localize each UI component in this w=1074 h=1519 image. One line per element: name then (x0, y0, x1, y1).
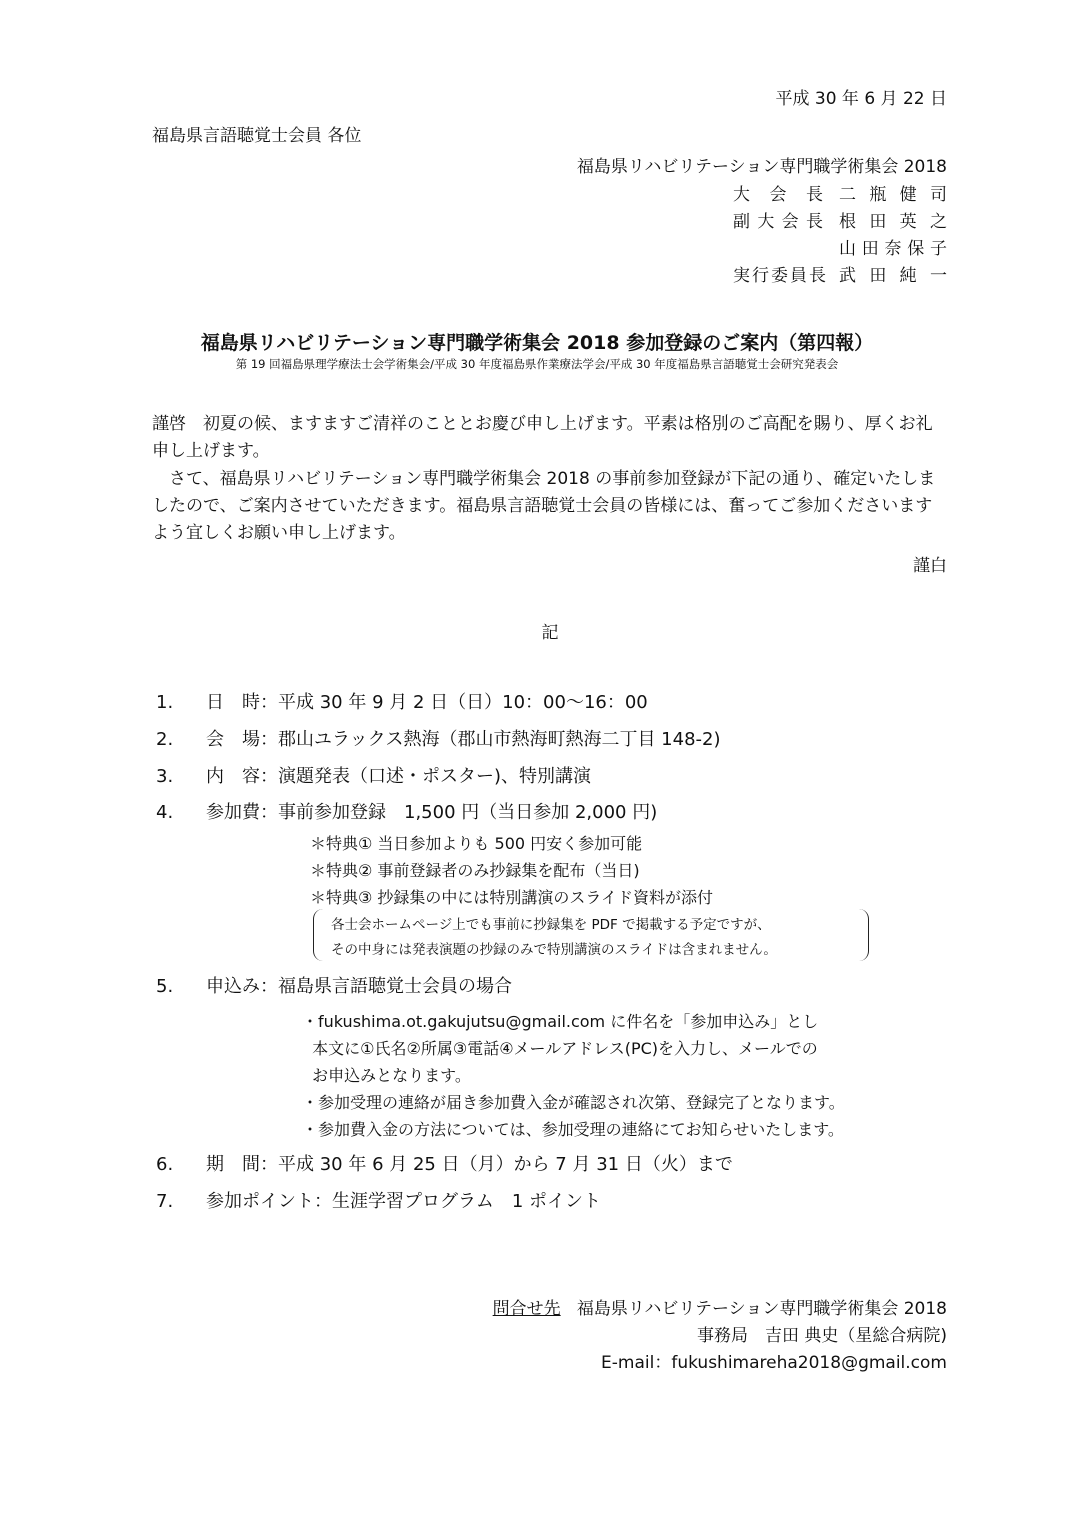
sender-name: 武田純一 (839, 266, 947, 286)
sender-role: 副大会長 (733, 212, 825, 232)
greeting-paragraph-1: 謹啓 初夏の候、ますますご清祥のこととお慶び申し上げます。平素は格別のご高配を賜り、厚くお礼申し上げます。 (152, 414, 933, 461)
application-line: 本文に①氏名②所属③電話④メールアドレス(PC)を入力し、メールでの (302, 1039, 818, 1058)
ki-heading: 記 (541, 623, 559, 643)
sender-role: 大会長 (733, 185, 825, 205)
document-date: 平成 30 年 6 月 22 日 (775, 89, 947, 109)
list-item (156, 725, 721, 751)
right-paren (858, 909, 869, 961)
greeting-paragraph-2: さて、福島県リハビリテーション専門職学術集会 2018 の事前参加登録が下記の通り、確定いたしましたので、ご案内させていただきます。福島県言語聴覚士会員の皆様には、奮ってご参加くださいますよう宜しくお願い申し上げます。 (152, 469, 936, 543)
sender-role: 実行委員長 (733, 266, 828, 286)
application-line: ・参加費入金の方法については、参加受理の連絡にてお知らせいたします。 (302, 1120, 844, 1139)
greeting-closing: 謹白 (913, 556, 947, 576)
item-number: 5. (156, 976, 174, 997)
sender-name: 山田奈保子 (839, 239, 947, 259)
sender-row-vice-president-2 (733, 234, 947, 259)
list-item (156, 688, 648, 714)
contact-org-line (493, 1294, 947, 1319)
benefit-item: ＊特典① 当日参加よりも 500 円安く参加可能 (310, 834, 643, 853)
item-number: 2. (156, 729, 174, 750)
item-number: 4. (156, 802, 174, 823)
item-text: 内 容：演題発表（口述・ポスター)、特別講演 (206, 766, 592, 787)
benefit-note-line: 各士会ホームページ上でも事前に抄録集を PDF で掲載する予定ですが、 (331, 917, 771, 933)
item-number: 7. (156, 1191, 174, 1212)
application-line: ・fukushima.ot.gakujutsu@gmail.com に件名を「参加申込み」とし (302, 1012, 819, 1031)
recipient: 福島県言語聴覚士会員 各位 (152, 126, 362, 146)
contact-label: 問合せ先 (492, 1299, 561, 1319)
item-text: 申込み：福島県言語聴覚士会員の場合 (206, 976, 512, 997)
contact-email: E-mail：fukushimareha2018@gmail.com (601, 1353, 947, 1373)
item-text: 参加ポイント：生涯学習プログラム 1 ポイント (206, 1191, 601, 1212)
item-number: 1. (156, 692, 174, 713)
benefit-note-line: その中身には発表演題の抄録のみで特別講演のスライドは含まれません。 (331, 942, 777, 958)
contact-org: 福島県リハビリテーション専門職学術集会 2018 (576, 1299, 947, 1319)
list-item (156, 762, 591, 788)
sender-name: 根田英之 (839, 212, 947, 232)
sender-org: 福島県リハビリテーション専門職学術集会 2018 (576, 157, 947, 177)
left-paren (313, 909, 324, 961)
item-text: 期 間：平成 30 年 6 月 25 日（月）から 7 月 31 日（火）まで (206, 1154, 733, 1175)
item-text: 会 場：郡山ユラックス熱海（郡山市熱海町熱海二丁目 148-2) (206, 729, 721, 750)
item-number: 6. (156, 1154, 174, 1175)
list-item (156, 1187, 601, 1213)
sender-row-president (733, 180, 947, 205)
sender-name: 二瓶健司 (839, 185, 947, 205)
application-line: お申込みとなります。 (302, 1066, 471, 1085)
document-title: 福島県リハビリテーション専門職学術集会 2018 参加登録のご案内（第四報） (200, 332, 874, 354)
item-text: 参加費：事前参加登録 1,500 円（当日参加 2,000 円) (206, 802, 658, 823)
list-item (156, 1150, 733, 1176)
benefit-item: ＊特典③ 抄録集の中には特別講演のスライド資料が添付 (310, 888, 713, 907)
list-item (156, 972, 512, 998)
benefit-item: ＊特典② 事前登録者のみ抄録集を配布（当日) (310, 861, 640, 880)
benefit-note-box (313, 909, 869, 961)
item-text: 日 時：平成 30 年 9 月 2 日（日）10：00〜16：00 (206, 692, 648, 713)
item-number: 3. (156, 766, 174, 787)
sender-row-vice-president (733, 207, 947, 232)
application-line: ・参加受理の連絡が届き参加費入金が確認され次第、登録完了となります。 (302, 1093, 845, 1112)
document-subtitle: 第 19 回福島県理学療法士会学術集会/平成 30 年度福島県作業療法学会/平成 30 年度福島県言語聴覚士会研究発表会 (235, 357, 839, 371)
sender-row-committee-chair (733, 261, 947, 286)
contact-office: 事務局 吉田 典史（星総合病院) (696, 1326, 947, 1346)
list-item (156, 798, 657, 824)
